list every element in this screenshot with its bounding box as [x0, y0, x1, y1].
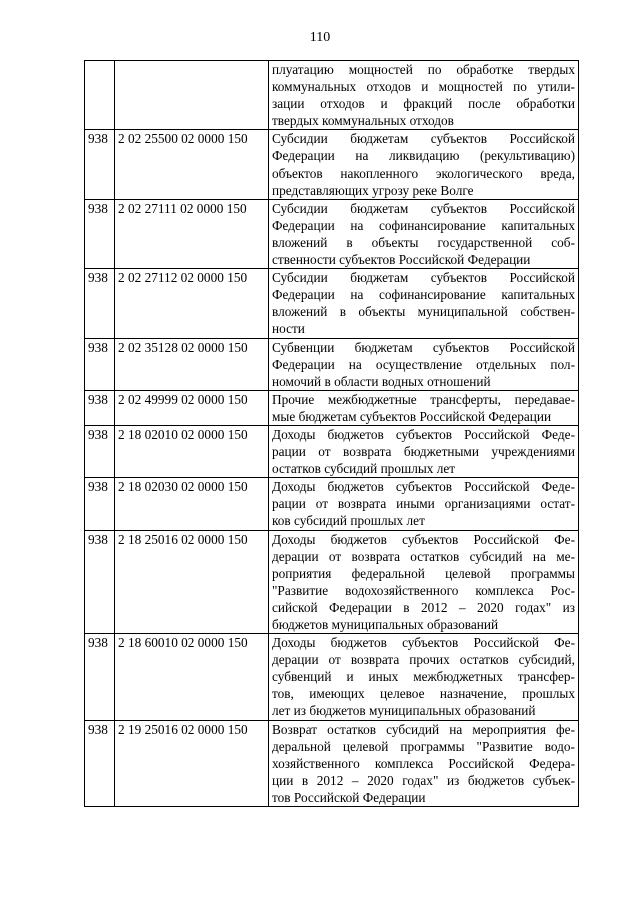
admin-code-cell: 938: [85, 478, 115, 530]
description-line: Доходы бюджетов субъектов Российской Феде-: [272, 426, 575, 442]
admin-code-cell: 938: [85, 338, 115, 390]
description-line: плуатацию мощностей по обработке твердых: [272, 62, 575, 77]
revenue-description-cell: [269, 634, 579, 720]
page-number: 110: [309, 30, 331, 45]
description-line: "Развитие водохозяйственного комплекса Рос-: [272, 582, 575, 598]
budget-classification-code-cell: 2 02 27111 02 0000 150: [115, 199, 269, 268]
description-line: лет из бюджетов муниципальных образований: [272, 703, 536, 719]
table-row: [85, 338, 579, 390]
description-line: Доходы бюджетов субъектов Российской Фе-: [272, 531, 575, 547]
revenue-description-cell: [269, 478, 579, 530]
admin-code-cell: [85, 61, 115, 130]
description-line: Доходы бюджетов субъектов Российской Фе-: [272, 635, 575, 651]
description-line: рации от возврата бюджетными учреждениями: [272, 444, 575, 460]
description-line: представляющих угрозу реке Волге: [272, 182, 474, 198]
budget-classification-code-cell: 2 19 25016 02 0000 150: [115, 720, 269, 806]
description-line: остатков субсидий прошлых лет: [272, 461, 456, 477]
revenue-description-cell: [269, 390, 579, 425]
admin-code-cell: 938: [85, 634, 115, 720]
budget-classification-code-cell: 2 02 25500 02 0000 150: [115, 130, 269, 199]
description-line: бюджетов муниципальных образований: [272, 617, 499, 632]
table-body: [85, 61, 579, 807]
description-line: сийской Федерации в 2012 – 2020 годах" из: [272, 599, 575, 615]
admin-code-cell: 938: [85, 130, 115, 199]
revenue-description-cell: [269, 425, 579, 477]
description-line: вложений в объекты государственной соб-: [272, 234, 575, 250]
revenue-description-cell: [269, 720, 579, 806]
budget-classification-code-cell: 2 02 35128 02 0000 150: [115, 338, 269, 390]
revenue-description-cell: [269, 61, 579, 130]
description-line: субвенций и иных межбюджетных трансфер-: [272, 669, 575, 685]
revenue-description-cell: [269, 199, 579, 268]
description-line: Субсидии бюджетам субъектов Российской: [272, 131, 575, 147]
admin-code-cell: 938: [85, 269, 115, 338]
admin-code-cell: 938: [85, 390, 115, 425]
description-line: ков субсидий прошлых лет: [272, 513, 425, 529]
budget-classification-code-cell: [115, 61, 269, 130]
revenue-description-cell: [269, 530, 579, 634]
admin-code-cell: 938: [85, 425, 115, 477]
description-line: рации от возврата иными организациями остат-: [272, 496, 575, 512]
description-line: дерации от возврата прочих остатков субсидий,: [272, 652, 575, 668]
description-line: Субвенции бюджетам субъектов Российской: [272, 339, 575, 355]
budget-classification-code-cell: 2 18 02030 02 0000 150: [115, 478, 269, 530]
description-line: мые бюджетам субъектов Российской Федерации: [272, 408, 552, 424]
description-line: дерации от возврата остатков субсидий на ме-: [272, 548, 575, 564]
admin-code-cell: 938: [85, 720, 115, 806]
description-line: Прочие межбюджетные трансферты, передавае-: [272, 391, 575, 407]
table-row: [85, 390, 579, 425]
table-row: [85, 61, 579, 130]
description-line: тов Российской Федерации: [272, 789, 426, 805]
table-row: [85, 425, 579, 477]
description-line: ственности субъектов Российской Федерации: [272, 252, 531, 268]
description-line: Доходы бюджетов субъектов Российской Феде-: [272, 479, 575, 495]
description-line: Субсидии бюджетам субъектов Российской: [272, 270, 575, 286]
table-row: [85, 269, 579, 338]
budget-classification-code-cell: 2 18 25016 02 0000 150: [115, 530, 269, 634]
budget-revenue-table: [84, 60, 579, 807]
description-line: вложений в объекты муниципальной собствен-: [272, 304, 575, 320]
description-line: роприятия федеральной целевой программы: [272, 565, 575, 581]
description-line: хозяйственного комплекса Российской Федера-: [272, 755, 575, 771]
budget-classification-code-cell: 2 02 49999 02 0000 150: [115, 390, 269, 425]
description-line: тов, имеющих целевое назначение, прошлых: [272, 686, 575, 702]
description-line: Возврат остатков субсидий на мероприятия фе-: [272, 721, 575, 737]
budget-classification-code-cell: 2 02 27112 02 0000 150: [115, 269, 269, 338]
description-line: Федерации на осуществление отдельных пол-: [272, 356, 575, 372]
description-line: номочий в области водных отношений: [272, 373, 491, 389]
description-line: ности: [272, 321, 305, 337]
budget-classification-code-cell: 2 18 02010 02 0000 150: [115, 425, 269, 477]
description-line: твердых коммунальных отходов: [272, 113, 454, 129]
description-line: Федерации на софинансирование капитальных: [272, 217, 575, 233]
budget-classification-code-cell: 2 18 60010 02 0000 150: [115, 634, 269, 720]
revenue-description-cell: [269, 130, 579, 199]
table-row: [85, 530, 579, 634]
admin-code-cell: 938: [85, 199, 115, 268]
description-line: ции в 2012 – 2020 годах" из бюджетов субъек-: [272, 772, 575, 788]
table-row: [85, 634, 579, 720]
description-line: коммунальных отходов и мощностей по утили-: [272, 79, 575, 95]
description-line: Субсидии бюджетам субъектов Российской: [272, 200, 575, 216]
table-row: [85, 478, 579, 530]
revenue-description-cell: [269, 269, 579, 338]
table-row: [85, 199, 579, 268]
table-row: [85, 130, 579, 199]
description-line: деральной целевой программы "Развитие водо-: [272, 738, 575, 754]
revenue-description-cell: [269, 338, 579, 390]
description-line: объектов накопленного экологического вреда,: [272, 165, 575, 181]
table-row: [85, 720, 579, 806]
admin-code-cell: 938: [85, 530, 115, 634]
description-line: зации отходов и фракций после обработки: [272, 96, 575, 112]
description-line: Федерации на софинансирование капитальных: [272, 287, 575, 303]
description-line: Федерации на ликвидацию (рекультивацию): [272, 148, 575, 164]
